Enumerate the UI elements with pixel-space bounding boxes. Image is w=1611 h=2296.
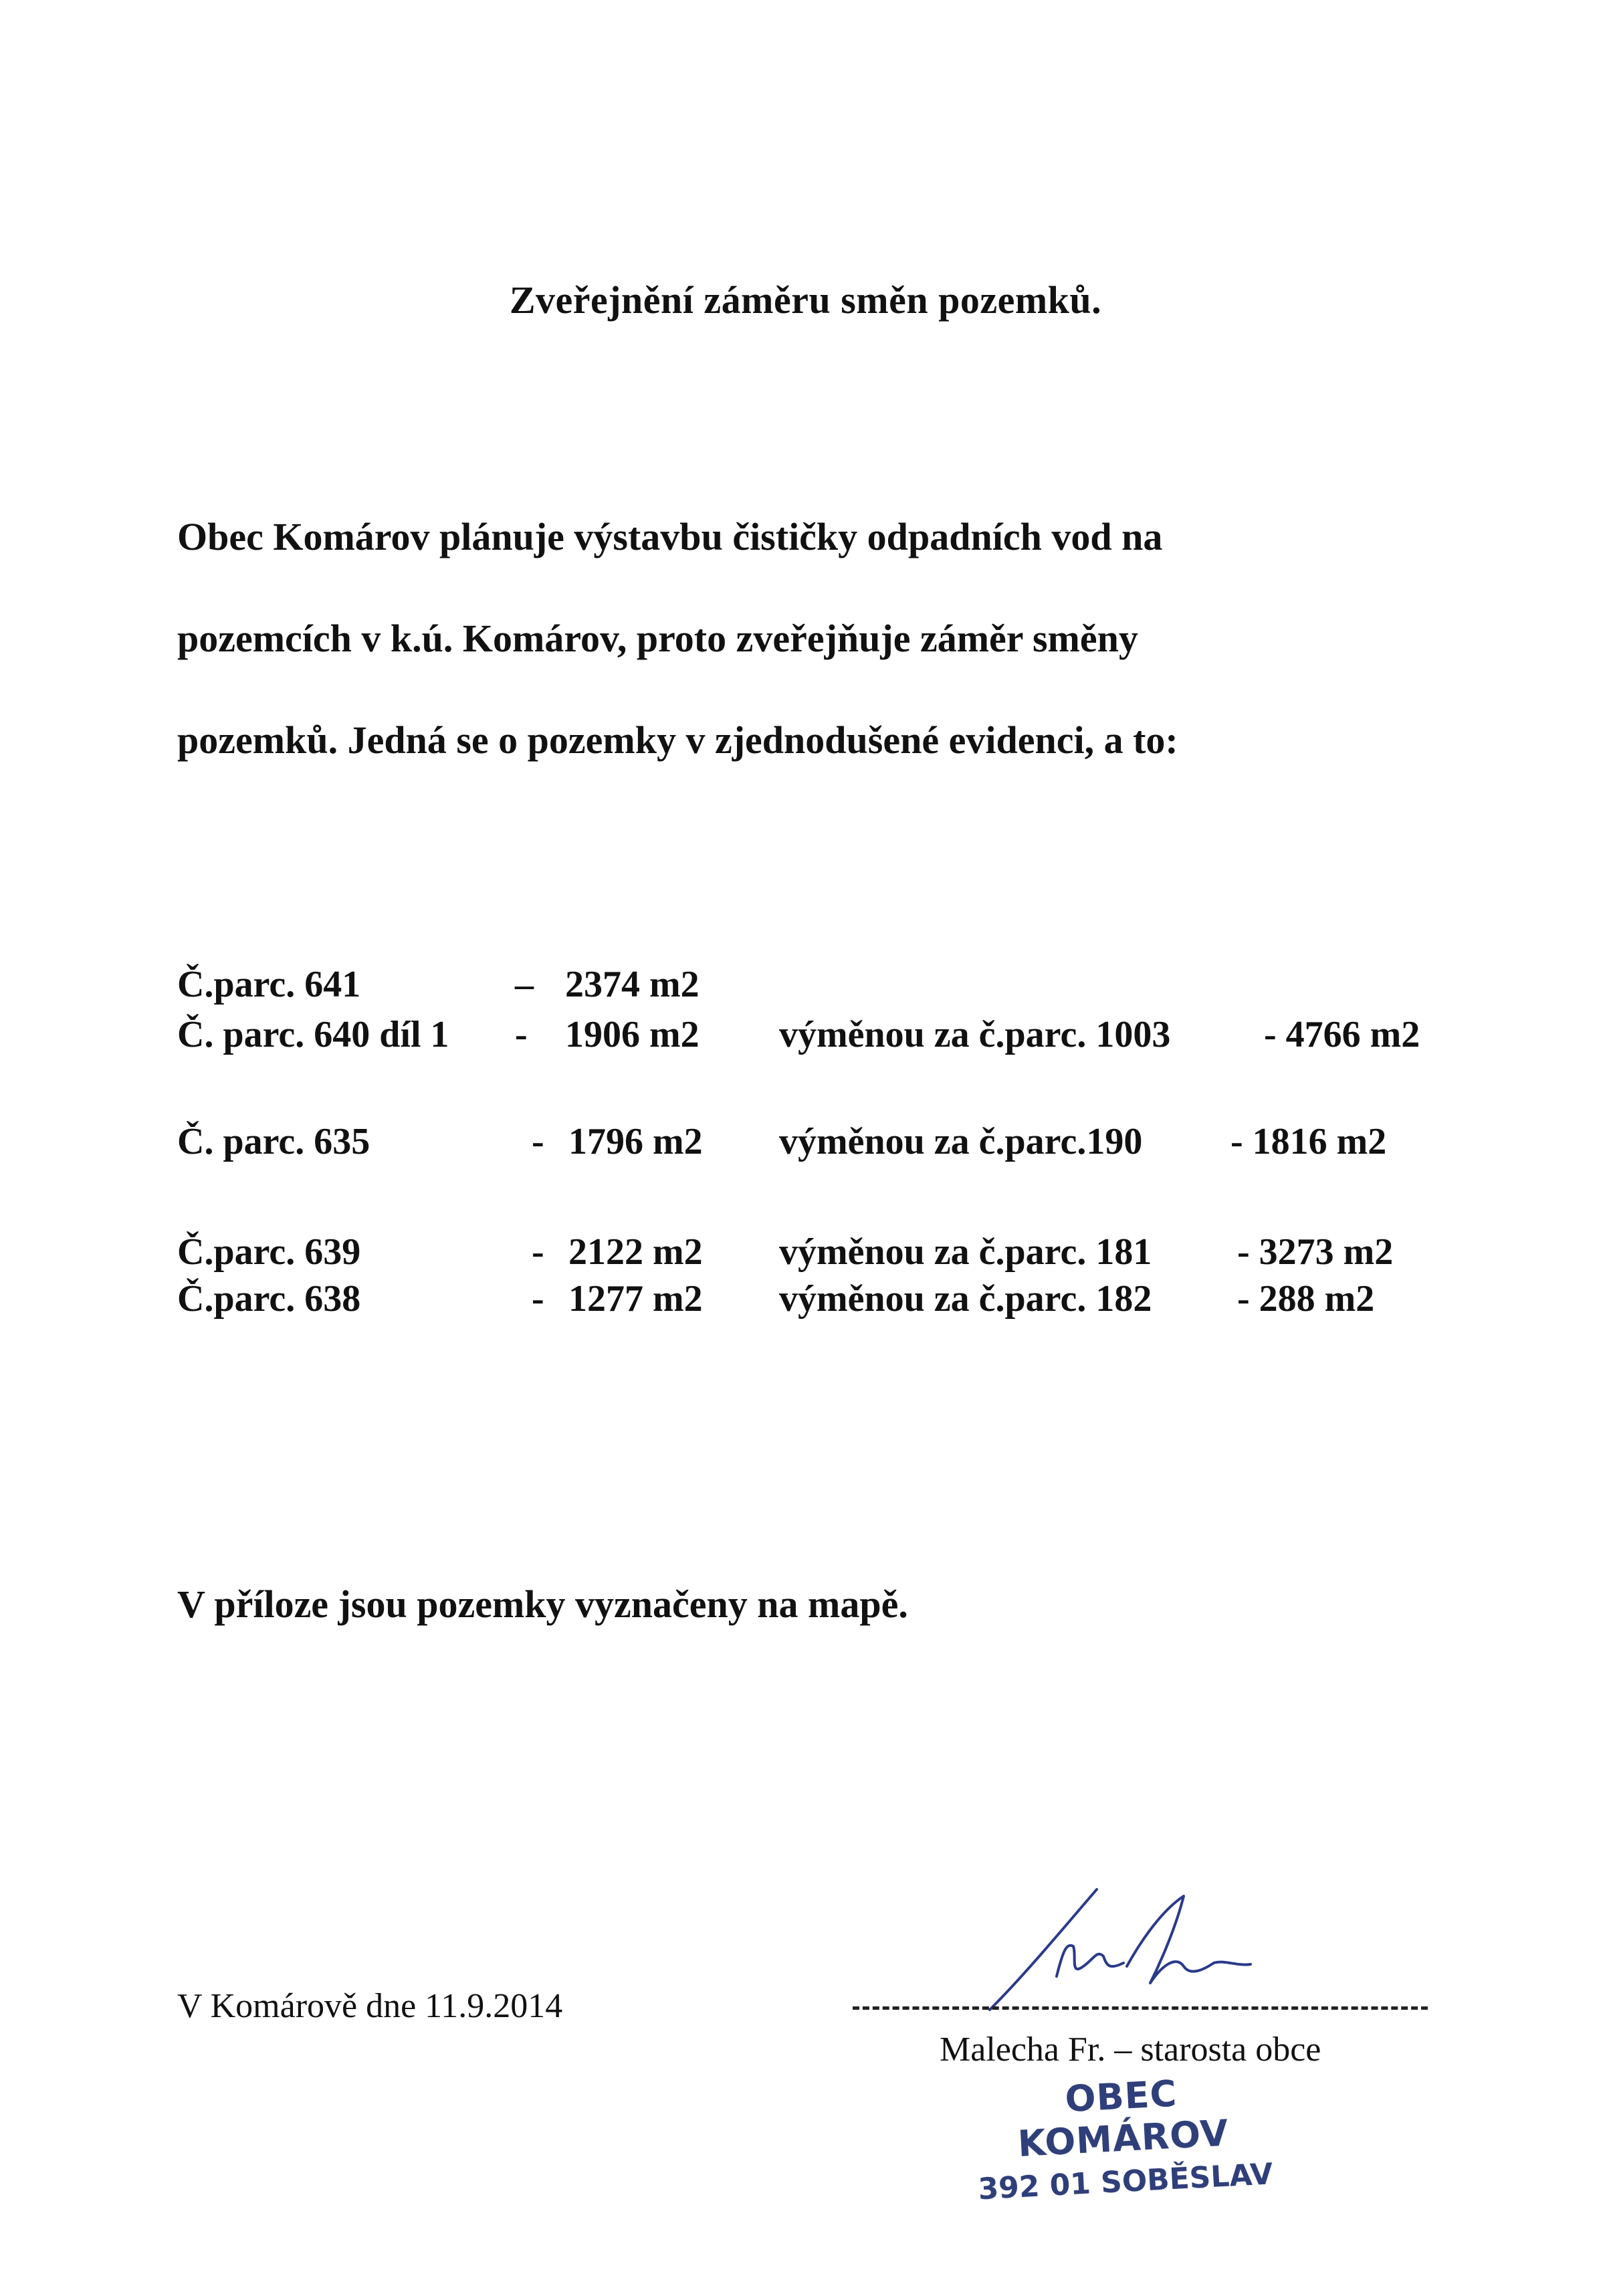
parcel-number: Č.parc. 639: [177, 1231, 361, 1273]
parcel-dash: -: [532, 1121, 544, 1162]
attachment-note: V příloze jsou pozemky vyznačeny na mapě.: [177, 1582, 908, 1626]
parcel-row: [177, 963, 1515, 1010]
parcel-row: [177, 1013, 1515, 1060]
parcel-exchange: výměnou za č.parc.190: [779, 1121, 1143, 1162]
stamp-line: 392 01 SOBĚSLAV: [977, 2157, 1274, 2207]
parcel-row: [177, 1277, 1515, 1324]
parcel-exchange: výměnou za č.parc. 182: [779, 1278, 1152, 1320]
parcel-row: [177, 1120, 1515, 1167]
intro-line: Obec Komárov plánuje výstavbu čističky odpadních vod na: [177, 515, 1163, 558]
parcel-number: Č.parc. 638: [177, 1278, 361, 1320]
stamp-line: OBEC KOMÁROV: [1016, 2072, 1230, 2166]
parcel-exchange-area: - 4766 m2: [1264, 1014, 1420, 1055]
parcel-dash: -: [532, 1278, 544, 1320]
parcel-dash: –: [515, 964, 534, 1005]
parcel-area: 2374 m2: [565, 964, 700, 1005]
signature-line: [853, 2006, 1428, 2010]
parcel-dash: -: [515, 1014, 528, 1055]
intro-line: pozemků. Jedná se o pozemky v zjednodušené evidenci, a to:: [177, 718, 1178, 762]
place-and-date: V Komárově dne 11.9.2014: [177, 1987, 563, 2025]
parcel-exchange: výměnou za č.parc. 181: [779, 1231, 1152, 1273]
document-title: Zveřejnění záměru směn pozemků.: [509, 278, 1102, 322]
parcel-exchange-area: - 1816 m2: [1230, 1121, 1387, 1162]
parcel-exchange-area: - 288 m2: [1237, 1278, 1375, 1320]
signature-image: [983, 1883, 1264, 2016]
parcel-number: Č. parc. 635: [177, 1121, 370, 1162]
signer-name: Malecha Fr. – starosta obce: [940, 2030, 1321, 2069]
parcel-area: 1277 m2: [568, 1278, 703, 1320]
parcel-area: 2122 m2: [568, 1231, 703, 1273]
parcel-exchange-area: - 3273 m2: [1237, 1231, 1394, 1273]
parcel-exchange: výměnou za č.parc. 1003: [779, 1014, 1171, 1055]
official-stamp: [966, 2067, 1280, 2207]
parcel-area: 1906 m2: [565, 1014, 700, 1055]
parcel-row: [177, 1231, 1515, 1277]
parcel-number: Č. parc. 640 díl 1: [177, 1014, 449, 1055]
parcel-area: 1796 m2: [568, 1121, 703, 1162]
parcel-number: Č.parc. 641: [177, 964, 361, 1005]
parcel-dash: -: [532, 1231, 544, 1273]
intro-line: pozemcích v k.ú. Komárov, proto zveřejňuje záměr směny: [177, 617, 1138, 660]
intro-paragraph: [177, 505, 1448, 810]
